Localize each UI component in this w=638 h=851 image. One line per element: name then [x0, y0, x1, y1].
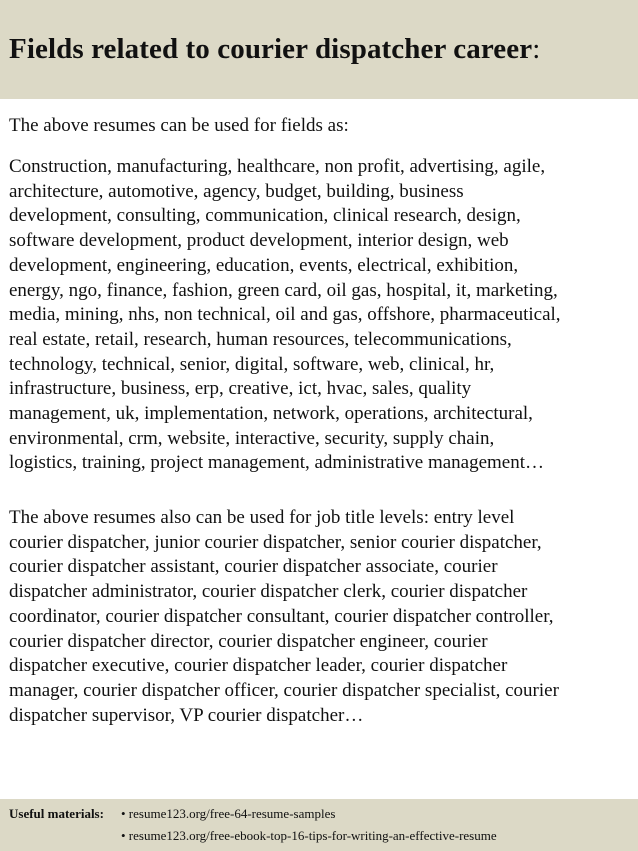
fields-line: development, consulting, communication, clinical research, design, [9, 205, 521, 227]
page-title-colon: : [532, 33, 541, 65]
job-levels-line: courier dispatcher assistant, courier dispatcher associate, courier [9, 556, 498, 578]
job-levels-line: The above resumes also can be used for job title levels: entry level [9, 507, 515, 528]
job-levels-line: manager, courier dispatcher officer, courier dispatcher specialist, courier [9, 679, 559, 701]
fields-line: Construction, manufacturing, healthcare, non profit, advertising, agile, [9, 156, 546, 177]
job-levels-line: courier dispatcher director, courier dispatcher engineer, courier [9, 630, 488, 652]
fields-line: management, uk, implementation, network, operations, architectural, [9, 403, 533, 425]
job-levels-paragraph [9, 506, 633, 728]
job-levels-line: dispatcher executive, courier dispatcher leader, courier dispatcher [9, 655, 508, 677]
fields-line: environmental, crm, website, interactive, security, supply chain, [9, 427, 495, 449]
job-levels-line: dispatcher administrator, courier dispatcher clerk, courier dispatcher [9, 581, 528, 603]
job-levels-line: dispatcher supervisor, VP courier dispatcher… [9, 704, 364, 726]
useful-materials-label: Useful materials: [9, 806, 104, 821]
fields-line: infrastructure, business, erp, creative, ict, hvac, sales, quality [9, 378, 472, 400]
ebook-tips-link[interactable]: • resume123.org/free-ebook-top-16-tips-for-writing-an-effective-resume [121, 828, 497, 843]
fields-line: development, engineering, education, events, electrical, exhibition, [9, 254, 519, 276]
fields-line: real estate, retail, research, human resources, telecommunications, [9, 328, 512, 350]
page-title-text: Fields related to courier dispatcher career [9, 33, 533, 65]
fields-line: logistics, training, project management, administrative management… [9, 452, 545, 474]
job-levels-line: coordinator, courier dispatcher consultant, courier dispatcher controller, [9, 605, 554, 627]
fields-line: architecture, automotive, agency, budget, building, business [9, 180, 464, 202]
fields-line: software development, product development, interior design, web [9, 230, 509, 252]
intro-text: The above resumes can be used for fields as: [9, 115, 349, 136]
resume-samples-link[interactable]: • resume123.org/free-64-resume-samples [121, 806, 336, 821]
fields-line: technology, technical, senior, digital, software, web, clinical, hr, [9, 353, 495, 375]
fields-paragraph [9, 155, 633, 476]
fields-line: energy, ngo, finance, fashion, green card, oil gas, hospital, it, marketing, [9, 279, 558, 301]
title-banner [0, 0, 638, 99]
fields-line: media, mining, nhs, non technical, oil and gas, offshore, pharmaceutical, [9, 304, 561, 326]
page-title [9, 29, 540, 69]
job-levels-line: courier dispatcher, junior courier dispatcher, senior courier dispatcher, [9, 531, 542, 553]
useful-materials-footer [0, 799, 638, 851]
